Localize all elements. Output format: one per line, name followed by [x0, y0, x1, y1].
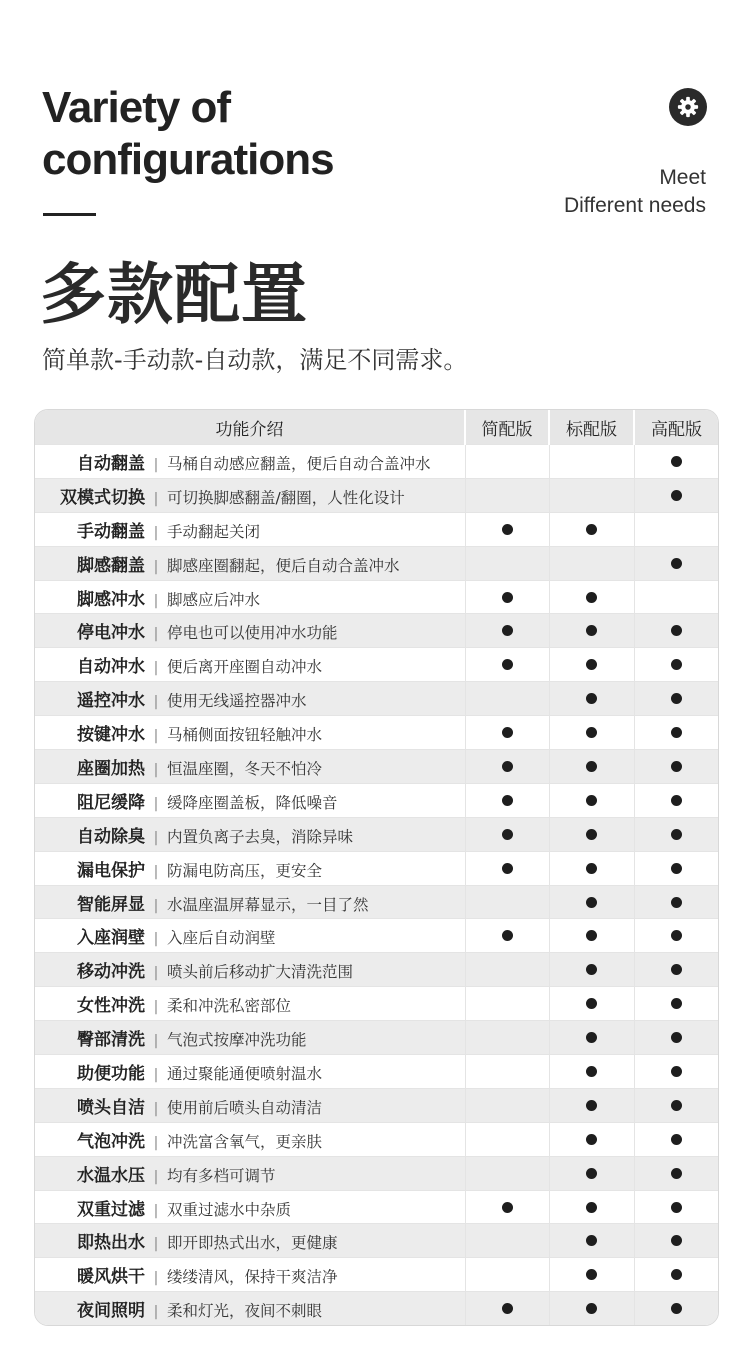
check-dot-icon [671, 1066, 682, 1077]
feature-description: 入座后自动润壁 [167, 929, 276, 948]
check-dot-icon [502, 930, 513, 941]
feature-description: 缓降座圈盖板，降低噪音 [167, 793, 338, 812]
feature-name: 自动除臭 [77, 826, 145, 847]
feature-name: 移动冲洗 [77, 962, 145, 983]
cell-premium [634, 1190, 718, 1224]
check-dot-icon [671, 863, 682, 874]
check-dot-icon [671, 1168, 682, 1179]
check-dot-icon [586, 761, 597, 772]
separator: | [153, 829, 159, 846]
separator: | [153, 1100, 159, 1117]
cell-standard [549, 1258, 634, 1292]
feature-name: 脚感翻盖 [77, 555, 145, 576]
cell-basic [465, 885, 549, 919]
tagline [564, 164, 706, 220]
cell-standard [549, 546, 634, 580]
check-dot-icon [586, 625, 597, 636]
feature-cell [35, 1088, 465, 1122]
table-row [35, 716, 718, 750]
table-row [35, 648, 718, 682]
feature-name: 女性冲洗 [77, 996, 145, 1017]
feature-description: 双重过滤水中杂质 [167, 1200, 292, 1219]
table-row [35, 512, 718, 546]
cell-basic [465, 919, 549, 953]
feature-cell [35, 953, 465, 987]
feature-description: 恒温座圈，冬天不怕冷 [167, 759, 323, 778]
table-row [35, 1190, 718, 1224]
cell-basic [465, 1190, 549, 1224]
feature-description: 通过聚能通便喷射温水 [167, 1064, 323, 1083]
check-dot-icon [586, 863, 597, 874]
feature-cell [35, 445, 465, 479]
feature-cell [35, 1055, 465, 1089]
separator: | [153, 1304, 159, 1321]
feature-cell [35, 851, 465, 885]
cell-premium [634, 1224, 718, 1258]
feature-cell [35, 1190, 465, 1224]
check-dot-icon [671, 829, 682, 840]
cell-basic [465, 580, 549, 614]
cell-standard [549, 987, 634, 1021]
cell-basic [465, 1021, 549, 1055]
feature-name: 自动翻盖 [77, 453, 145, 474]
title-chinese: 多款配置 [40, 256, 308, 333]
check-dot-icon [586, 998, 597, 1009]
separator: | [153, 1202, 159, 1219]
check-dot-icon [502, 1303, 513, 1314]
tagline-line2: Different needs [563, 194, 706, 217]
cell-premium [634, 648, 718, 682]
feature-cell [35, 478, 465, 512]
cell-standard [549, 1021, 634, 1055]
separator: | [153, 660, 159, 677]
feature-description: 便后离开座圈自动冲水 [167, 658, 323, 677]
feature-cell [35, 512, 465, 546]
cell-standard [549, 1292, 634, 1326]
table-row [35, 1156, 718, 1190]
feature-description: 气泡式按摩冲洗功能 [167, 1031, 307, 1050]
feature-name: 气泡冲洗 [77, 1131, 145, 1152]
feature-name: 暖风烘干 [77, 1267, 145, 1288]
feature-cell [35, 648, 465, 682]
check-dot-icon [671, 1032, 682, 1043]
feature-description: 喷头前后移动扩大清洗范围 [167, 963, 354, 982]
table-row [35, 750, 718, 784]
feature-description: 柔和冲洗私密部位 [167, 997, 292, 1016]
table-row [35, 783, 718, 817]
feature-description: 使用前后喷头自动清洁 [167, 1098, 323, 1117]
check-dot-icon [586, 897, 597, 908]
feature-description: 柔和灯光，夜间不刺眼 [167, 1302, 323, 1321]
check-dot-icon [502, 1202, 513, 1213]
cell-standard [549, 1088, 634, 1122]
cell-standard [549, 1190, 634, 1224]
table-row [35, 1258, 718, 1292]
cell-basic [465, 682, 549, 716]
check-dot-icon [586, 693, 597, 704]
title-english-line2: configurations [42, 135, 334, 184]
table-row [35, 546, 718, 580]
cell-premium [634, 1156, 718, 1190]
check-dot-icon [586, 964, 597, 975]
feature-cell [35, 614, 465, 648]
check-dot-icon [671, 625, 682, 636]
cell-basic [465, 1224, 549, 1258]
table-row [35, 987, 718, 1021]
cell-basic [465, 445, 549, 479]
separator: | [153, 456, 159, 473]
title-english-line1: Variety of [42, 83, 231, 132]
check-dot-icon [671, 930, 682, 941]
feature-name: 脚感冲水 [77, 589, 145, 610]
cell-basic [465, 817, 549, 851]
check-dot-icon [671, 1100, 682, 1111]
cell-premium [634, 987, 718, 1021]
cell-premium [634, 885, 718, 919]
check-dot-icon [502, 761, 513, 772]
cell-basic [465, 512, 549, 546]
feature-name: 智能屏显 [77, 894, 145, 915]
check-dot-icon [586, 930, 597, 941]
table-row [35, 953, 718, 987]
feature-description: 即开即热式出水，更健康 [167, 1234, 338, 1253]
check-dot-icon [671, 897, 682, 908]
check-dot-icon [586, 1134, 597, 1145]
check-dot-icon [671, 693, 682, 704]
feature-description: 内置负离子去臭，消除异味 [167, 827, 354, 846]
feature-description: 可切换脚感翻盖/翻圈，人性化设计 [167, 488, 405, 507]
feature-name: 助便功能 [77, 1063, 145, 1084]
cell-premium [634, 953, 718, 987]
cell-basic [465, 750, 549, 784]
table-row [35, 1088, 718, 1122]
feature-name: 座圈加热 [77, 758, 145, 779]
cell-basic [465, 716, 549, 750]
check-dot-icon [586, 1303, 597, 1314]
feature-name: 按键冲水 [77, 725, 145, 746]
check-dot-icon [586, 1202, 597, 1213]
separator: | [153, 965, 159, 982]
cell-premium [634, 783, 718, 817]
separator: | [153, 490, 159, 507]
table-row [35, 1224, 718, 1258]
feature-cell [35, 1258, 465, 1292]
check-dot-icon [671, 795, 682, 806]
separator: | [153, 931, 159, 948]
check-dot-icon [502, 592, 513, 603]
feature-description: 均有多档可调节 [167, 1166, 276, 1185]
table-row [35, 445, 718, 479]
check-dot-icon [586, 1168, 597, 1179]
feature-cell [35, 682, 465, 716]
feature-cell [35, 1156, 465, 1190]
feature-name: 喷头自洁 [77, 1097, 145, 1118]
check-dot-icon [671, 456, 682, 467]
feature-name: 入座润壁 [77, 928, 145, 949]
table-row [35, 885, 718, 919]
feature-name: 夜间照明 [77, 1301, 145, 1322]
feature-cell [35, 1122, 465, 1156]
cell-standard [549, 682, 634, 716]
cell-premium [634, 580, 718, 614]
table-row [35, 614, 718, 648]
table-row [35, 1292, 718, 1326]
feature-cell [35, 716, 465, 750]
cell-basic [465, 614, 549, 648]
check-dot-icon [502, 659, 513, 670]
feature-cell [35, 783, 465, 817]
feature-description: 水温座温屏幕显示，一目了然 [167, 895, 369, 914]
separator: | [153, 999, 159, 1016]
cell-premium [634, 817, 718, 851]
feature-name: 自动冲水 [77, 657, 145, 678]
feature-description: 脚感应后冲水 [167, 590, 261, 609]
feature-cell [35, 580, 465, 614]
cell-premium [634, 750, 718, 784]
table-row [35, 1055, 718, 1089]
cell-premium [634, 1292, 718, 1326]
check-dot-icon [671, 761, 682, 772]
table-row [35, 478, 718, 512]
title-underline [43, 213, 96, 216]
cell-standard [549, 1122, 634, 1156]
feature-name: 双重过滤 [77, 1199, 145, 1220]
cell-premium [634, 1055, 718, 1089]
check-dot-icon [586, 524, 597, 535]
cell-basic [465, 1122, 549, 1156]
cell-standard [549, 851, 634, 885]
feature-cell [35, 750, 465, 784]
feature-cell [35, 546, 465, 580]
cell-premium [634, 851, 718, 885]
table-row [35, 851, 718, 885]
column-header-feature: 功能介绍 [35, 410, 465, 445]
separator: | [153, 1168, 159, 1185]
separator: | [153, 1066, 159, 1083]
cell-basic [465, 953, 549, 987]
title-english [42, 82, 334, 186]
separator: | [153, 626, 159, 643]
check-dot-icon [586, 592, 597, 603]
check-dot-icon [586, 1235, 597, 1246]
check-dot-icon [502, 727, 513, 738]
cell-premium [634, 1122, 718, 1156]
feature-name: 漏电保护 [77, 860, 145, 881]
cell-basic [465, 648, 549, 682]
feature-name: 阻尼缓降 [77, 792, 145, 813]
table-row [35, 1021, 718, 1055]
cell-standard [549, 512, 634, 546]
check-dot-icon [586, 659, 597, 670]
table-header-row [35, 410, 718, 445]
feature-cell [35, 1021, 465, 1055]
cell-basic [465, 478, 549, 512]
separator: | [153, 694, 159, 711]
table-row [35, 1122, 718, 1156]
feature-description: 停电也可以使用冲水功能 [167, 624, 338, 643]
cell-premium [634, 445, 718, 479]
feature-description: 使用无线遥控器冲水 [167, 692, 307, 711]
check-dot-icon [671, 998, 682, 1009]
feature-name: 臀部清洗 [77, 1030, 145, 1051]
check-dot-icon [671, 1134, 682, 1145]
separator: | [153, 761, 159, 778]
cell-standard [549, 783, 634, 817]
column-header-standard: 标配版 [549, 410, 634, 445]
feature-cell [35, 885, 465, 919]
check-dot-icon [671, 1269, 682, 1280]
cell-premium [634, 716, 718, 750]
cell-standard [549, 614, 634, 648]
cell-basic [465, 1156, 549, 1190]
check-dot-icon [671, 558, 682, 569]
config-table [35, 410, 718, 1326]
cell-premium [634, 919, 718, 953]
feature-name: 水温水压 [77, 1165, 145, 1186]
check-dot-icon [671, 1202, 682, 1213]
check-dot-icon [502, 524, 513, 535]
cell-standard [549, 885, 634, 919]
feature-description: 冲洗富含氧气，更亲肤 [167, 1132, 323, 1151]
check-dot-icon [586, 1269, 597, 1280]
check-dot-icon [502, 863, 513, 874]
feature-name: 即热出水 [77, 1233, 145, 1254]
feature-cell [35, 919, 465, 953]
cell-standard [549, 580, 634, 614]
table-row [35, 580, 718, 614]
cell-basic [465, 783, 549, 817]
feature-description: 马桶侧面按钮轻触冲水 [167, 726, 323, 745]
separator: | [153, 863, 159, 880]
feature-name: 停电冲水 [77, 623, 145, 644]
check-dot-icon [671, 727, 682, 738]
cell-standard [549, 919, 634, 953]
check-dot-icon [502, 795, 513, 806]
check-dot-icon [586, 727, 597, 738]
separator: | [153, 1236, 159, 1253]
check-dot-icon [586, 795, 597, 806]
feature-description: 防漏电防高压，更安全 [167, 861, 323, 880]
table-row [35, 682, 718, 716]
cell-basic [465, 987, 549, 1021]
config-table-container [34, 409, 719, 1326]
column-header-basic: 简配版 [465, 410, 549, 445]
cell-standard [549, 817, 634, 851]
cell-premium [634, 478, 718, 512]
feature-cell [35, 817, 465, 851]
cell-standard [549, 1055, 634, 1089]
cell-basic [465, 1088, 549, 1122]
column-header-premium: 高配版 [634, 410, 718, 445]
cell-basic [465, 1292, 549, 1326]
gear-icon [669, 88, 707, 126]
separator: | [153, 1134, 159, 1151]
feature-description: 缕缕清风，保持干爽洁净 [167, 1268, 338, 1287]
tagline-line1: Meet [659, 166, 706, 189]
feature-cell [35, 1224, 465, 1258]
separator: | [153, 558, 159, 575]
check-dot-icon [671, 964, 682, 975]
check-dot-icon [502, 625, 513, 636]
cell-premium [634, 614, 718, 648]
check-dot-icon [502, 829, 513, 840]
cell-standard [549, 1156, 634, 1190]
cell-premium [634, 1088, 718, 1122]
feature-description: 手动翻起关闭 [167, 522, 261, 541]
check-dot-icon [671, 659, 682, 670]
feature-name: 遥控冲水 [77, 691, 145, 712]
cell-standard [549, 1224, 634, 1258]
cell-basic [465, 1055, 549, 1089]
cell-premium [634, 1021, 718, 1055]
separator: | [153, 1033, 159, 1050]
cell-basic [465, 1258, 549, 1292]
table-row [35, 919, 718, 953]
cell-premium [634, 1258, 718, 1292]
cell-standard [549, 648, 634, 682]
cell-basic [465, 546, 549, 580]
cell-basic [465, 851, 549, 885]
feature-cell [35, 987, 465, 1021]
cell-standard [549, 716, 634, 750]
separator: | [153, 795, 159, 812]
check-dot-icon [586, 1032, 597, 1043]
table-row [35, 817, 718, 851]
feature-name: 双模式切换 [60, 487, 145, 508]
check-dot-icon [671, 490, 682, 501]
feature-cell [35, 1292, 465, 1326]
check-dot-icon [671, 1235, 682, 1246]
feature-name: 手动翻盖 [77, 521, 145, 542]
check-dot-icon [586, 1066, 597, 1077]
cell-standard [549, 953, 634, 987]
check-dot-icon [671, 1303, 682, 1314]
check-dot-icon [586, 829, 597, 840]
table-body [35, 445, 718, 1326]
cell-standard [549, 445, 634, 479]
cell-standard [549, 478, 634, 512]
separator: | [153, 524, 159, 541]
cell-premium [634, 682, 718, 716]
separator: | [153, 1270, 159, 1287]
separator: | [153, 728, 159, 745]
check-dot-icon [586, 1100, 597, 1111]
separator: | [153, 897, 159, 914]
cell-premium [634, 512, 718, 546]
feature-description: 马桶自动感应翻盖，便后自动合盖冲水 [167, 454, 431, 473]
feature-description: 脚感座圈翻起，便后自动合盖冲水 [167, 556, 400, 575]
cell-premium [634, 546, 718, 580]
cell-standard [549, 750, 634, 784]
subtitle-chinese: 简单款-手动款-自动款，满足不同需求。 [42, 346, 468, 374]
separator: | [153, 592, 159, 609]
